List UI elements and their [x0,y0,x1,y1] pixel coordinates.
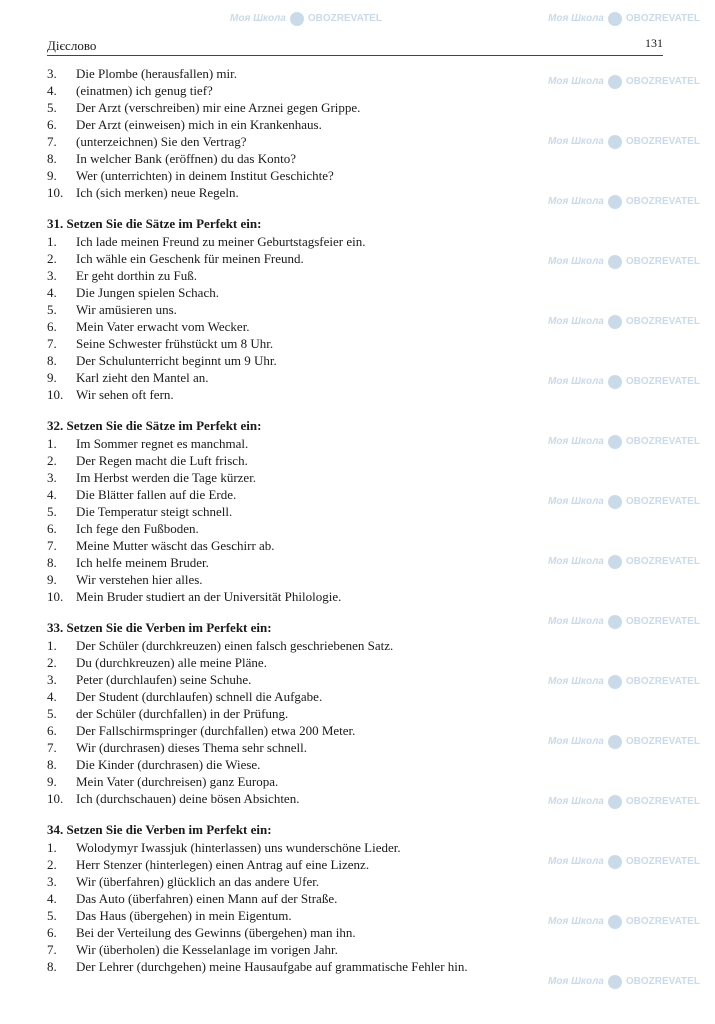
exercise-item [47,284,527,301]
item-number: 9. [47,370,57,385]
exercise-item [47,486,527,503]
watermark-brand-text: OBOZREVATEL [625,856,700,867]
watermark-logo-icon [608,195,622,209]
watermark-brand-text: OBOZREVATEL [307,13,382,24]
watermark-logo-icon [608,915,622,929]
exercise-section [47,619,527,807]
watermark-brand-text: Моя Школа [230,13,286,24]
exercise-heading: 34. Setzen Sie die Verben im Perfekt ein: [47,822,272,837]
item-number: 7. [47,134,57,149]
item-number: 8. [47,959,57,974]
watermark-brand-text: OBOZREVATEL [625,316,700,327]
exercise-item [47,722,527,739]
item-number: 4. [47,689,57,704]
item-text: Die Jungen spielen Schach. [76,285,219,300]
item-text: Der Student (durchlaufen) schnell die Aufgabe. [76,689,323,704]
item-number: 1. [47,436,57,451]
exercise-item [47,435,527,452]
item-number: 3. [47,672,57,687]
watermark-brand-text: Моя Школа [548,76,604,87]
watermark-brand-text: OBOZREVATEL [625,736,700,747]
watermark [548,675,700,689]
watermark-brand-text: Моя Школа [548,556,604,567]
item-number: 8. [47,151,57,166]
item-text: Ich (durchschauen) deine bösen Absichten. [76,791,300,806]
watermark [548,195,700,209]
item-text: der Schüler (durchfallen) in der Prüfung. [76,706,289,721]
exercise-item [47,184,527,201]
watermark-brand-text: OBOZREVATEL [625,916,700,927]
item-text: Ich wähle ein Geschenk für meinen Freund. [76,251,304,266]
watermark-logo-icon [608,495,622,509]
watermark-brand-text: Моя Школа [548,376,604,387]
item-text: Mein Vater erwacht vom Wecker. [76,319,250,334]
item-text: Im Sommer regnet es manchmal. [76,436,249,451]
watermark-brand-text: OBOZREVATEL [625,976,700,987]
item-number: 6. [47,319,57,334]
exercise-item [47,335,527,352]
item-number: 6. [47,117,57,132]
item-number: 4. [47,487,57,502]
exercise-item [47,301,527,318]
exercise-item [47,452,527,469]
item-text: Das Haus (übergehen) in mein Eigentum. [76,908,292,923]
watermark-brand-text: OBOZREVATEL [625,13,700,24]
watermark-logo-icon [608,855,622,869]
item-text: Wer (unterrichten) in deinem Institut Geschichte? [76,168,334,183]
watermark-brand-text: Моя Школа [548,136,604,147]
exercise-heading: 33. Setzen Sie die Verben im Perfekt ein: [47,620,272,635]
exercise-item [47,520,527,537]
item-number: 4. [47,285,57,300]
item-text: Er geht dorthin zu Fuß. [76,268,197,283]
exercise-content [47,65,527,975]
watermark [548,255,700,269]
watermark [548,915,700,929]
item-number: 8. [47,757,57,772]
item-number: 7. [47,740,57,755]
watermark-brand-text: OBOZREVATEL [625,136,700,147]
exercise-item [47,705,527,722]
exercise-item [47,790,527,807]
item-number: 2. [47,251,57,266]
exercise-item [47,503,527,520]
item-text: Wir verstehen hier alles. [76,572,203,587]
item-text: Der Regen macht die Luft frisch. [76,453,248,468]
watermark-brand-text: Моя Школа [548,13,604,24]
item-text: Wir sehen oft fern. [76,387,174,402]
item-text: Die Kinder (durchrasen) die Wiese. [76,757,261,772]
exercise-section [47,65,527,201]
exercise-item [47,267,527,284]
exercise-item [47,958,527,975]
chapter-title: Дієслово [47,38,97,53]
watermark [548,12,700,26]
exercise-item [47,671,527,688]
item-text: Seine Schwester frühstückt um 8 Uhr. [76,336,274,351]
watermark-brand-text: Моя Школа [548,796,604,807]
exercise-item [47,588,527,605]
watermark-logo-icon [608,315,622,329]
exercise-item [47,352,527,369]
exercise-item [47,756,527,773]
item-text: Wir (durchrasen) dieses Thema sehr schnell. [76,740,307,755]
item-text: Herr Stenzer (hinterlegen) einen Antrag auf eine Lizenz. [76,857,370,872]
watermark-brand-text: OBOZREVATEL [625,196,700,207]
item-number: 3. [47,66,57,81]
item-text: Das Auto (überfahren) einen Mann auf der Straße. [76,891,338,906]
watermark [548,855,700,869]
exercise-item [47,318,527,335]
item-number: 6. [47,925,57,940]
watermark-logo-icon [608,675,622,689]
item-number: 2. [47,453,57,468]
item-text: (unterzeichnen) Sie den Vertrag? [76,134,247,149]
watermark-brand-text: Моя Школа [548,856,604,867]
exercise-item [47,941,527,958]
watermark [548,315,700,329]
item-number: 9. [47,774,57,789]
exercise-section [47,821,527,975]
watermark [548,435,700,449]
item-number: 5. [47,504,57,519]
item-number: 9. [47,572,57,587]
exercise-item [47,250,527,267]
exercise-item [47,890,527,907]
item-number: 3. [47,874,57,889]
item-number: 2. [47,857,57,872]
exercise-item [47,233,527,250]
watermark-brand-text: OBOZREVATEL [625,496,700,507]
exercise-item [47,537,527,554]
watermark-logo-icon [608,555,622,569]
exercise-item [47,571,527,588]
item-number: 5. [47,908,57,923]
watermark-logo-icon [608,615,622,629]
watermark-brand-text: OBOZREVATEL [625,76,700,87]
exercise-item [47,856,527,873]
exercise-item [47,873,527,890]
watermark-logo-icon [608,735,622,749]
item-number: 4. [47,83,57,98]
exercise-item [47,133,527,150]
watermark-brand-text: OBOZREVATEL [625,796,700,807]
item-number: 7. [47,538,57,553]
item-number: 10. [47,791,64,806]
watermark [548,555,700,569]
item-number: 5. [47,706,57,721]
watermark-brand-text: Моя Школа [548,736,604,747]
item-text: Mein Vater (durchreisen) ganz Europa. [76,774,279,789]
watermark [548,135,700,149]
item-text: Der Lehrer (durchgehen) meine Hausaufgabe auf grammatische Fehler hin. [76,959,468,974]
item-text: Im Herbst werden die Tage kürzer. [76,470,257,485]
item-number: 1. [47,840,57,855]
watermark-logo-icon [608,255,622,269]
watermark-brand-text: Моя Школа [548,496,604,507]
watermark-logo-icon [608,135,622,149]
watermark-brand-text: OBOZREVATEL [625,376,700,387]
watermark [548,75,700,89]
watermark-brand-text: Моя Школа [548,256,604,267]
item-text: Karl zieht den Mantel an. [76,370,209,385]
item-text: Ich fege den Fußboden. [76,521,199,536]
item-text: Die Plombe (herausfallen) mir. [76,66,238,81]
item-text: Ich helfe meinem Bruder. [76,555,209,570]
watermark-brand-text: OBOZREVATEL [625,676,700,687]
watermark-logo-icon [290,12,304,26]
item-number: 1. [47,638,57,653]
item-number: 10. [47,387,64,402]
item-text: Der Arzt (einweisen) mich in ein Krankenhaus. [76,117,322,132]
item-text: Meine Mutter wäscht das Geschirr ab. [76,538,275,553]
exercise-section [47,215,527,403]
item-number: 4. [47,891,57,906]
item-text: Wolodymyr Iwassjuk (hinterlassen) uns wunderschöne Lieder. [76,840,401,855]
item-text: Der Fallschirmspringer (durchfallen) etwa 200 Meter. [76,723,356,738]
item-text: Bei der Verteilung des Gewinns (übergehen) man ihn. [76,925,356,940]
page-number: 131 [645,36,663,50]
page-header [47,38,663,56]
item-text: Die Blätter fallen auf die Erde. [76,487,237,502]
watermark-logo-icon [608,12,622,26]
item-number: 10. [47,589,64,604]
exercise-item [47,637,527,654]
exercise-item [47,773,527,790]
item-number: 3. [47,470,57,485]
exercise-item [47,82,527,99]
watermark [548,795,700,809]
watermark-logo-icon [608,75,622,89]
item-number: 8. [47,353,57,368]
item-text: Der Arzt (verschreiben) mir eine Arznei gegen Grippe. [76,100,361,115]
exercise-item [47,369,527,386]
item-number: 9. [47,168,57,183]
exercise-section [47,417,527,605]
item-text: Die Temperatur steigt schnell. [76,504,233,519]
watermark-brand-text: Моя Школа [548,616,604,627]
item-text: Der Schüler (durchkreuzen) einen falsch geschriebenen Satz. [76,638,394,653]
exercise-item [47,386,527,403]
watermark-brand-text: Моя Школа [548,676,604,687]
watermark [548,975,700,989]
item-text: Wir (überholen) die Kesselanlage im vorigen Jahr. [76,942,338,957]
item-text: (einatmen) ich genug tief? [76,83,213,98]
exercise-item [47,688,527,705]
watermark-logo-icon [608,795,622,809]
watermark-brand-text: Моя Школа [548,976,604,987]
watermark-brand-text: OBOZREVATEL [625,556,700,567]
exercise-item [47,554,527,571]
exercise-item [47,839,527,856]
watermark-brand-text: Моя Школа [548,436,604,447]
item-text: In welcher Bank (eröffnen) du das Konto? [76,151,296,166]
item-number: 5. [47,100,57,115]
exercise-item [47,116,527,133]
exercise-item [47,924,527,941]
item-number: 5. [47,302,57,317]
item-number: 8. [47,555,57,570]
item-number: 6. [47,723,57,738]
watermark-logo-icon [608,975,622,989]
watermark-brand-text: Моя Школа [548,916,604,927]
item-text: Ich lade meinen Freund zu meiner Geburtstagsfeier ein. [76,234,366,249]
watermark [548,375,700,389]
item-number: 7. [47,336,57,351]
watermark-brand-text: OBOZREVATEL [625,616,700,627]
item-text: Wir (überfahren) glücklich an das andere Ufer. [76,874,320,889]
watermark [548,615,700,629]
item-number: 7. [47,942,57,957]
watermark [548,735,700,749]
exercise-item [47,739,527,756]
item-number: 1. [47,234,57,249]
watermark [230,12,382,26]
watermark [548,495,700,509]
item-text: Du (durchkreuzen) alle meine Pläne. [76,655,267,670]
exercise-item [47,99,527,116]
watermark-brand-text: Моя Школа [548,196,604,207]
watermark-brand-text: OBOZREVATEL [625,256,700,267]
item-text: Mein Bruder studiert an der Universität Philologie. [76,589,342,604]
exercise-heading: 31. Setzen Sie die Sätze im Perfekt ein: [47,216,262,231]
exercise-item [47,469,527,486]
exercise-item [47,654,527,671]
item-text: Wir amüsieren uns. [76,302,177,317]
item-number: 6. [47,521,57,536]
exercise-heading: 32. Setzen Sie die Sätze im Perfekt ein: [47,418,262,433]
item-text: Peter (durchlaufen) seine Schuhe. [76,672,252,687]
exercise-item [47,907,527,924]
watermark-logo-icon [608,375,622,389]
item-number: 10. [47,185,64,200]
item-text: Der Schulunterricht beginnt um 9 Uhr. [76,353,277,368]
watermark-brand-text: OBOZREVATEL [625,436,700,447]
watermark-logo-icon [608,435,622,449]
watermark-brand-text: Моя Школа [548,316,604,327]
item-text: Ich (sich merken) neue Regeln. [76,185,239,200]
item-number: 3. [47,268,57,283]
exercise-item [47,167,527,184]
item-number: 2. [47,655,57,670]
exercise-item [47,65,527,82]
exercise-item [47,150,527,167]
